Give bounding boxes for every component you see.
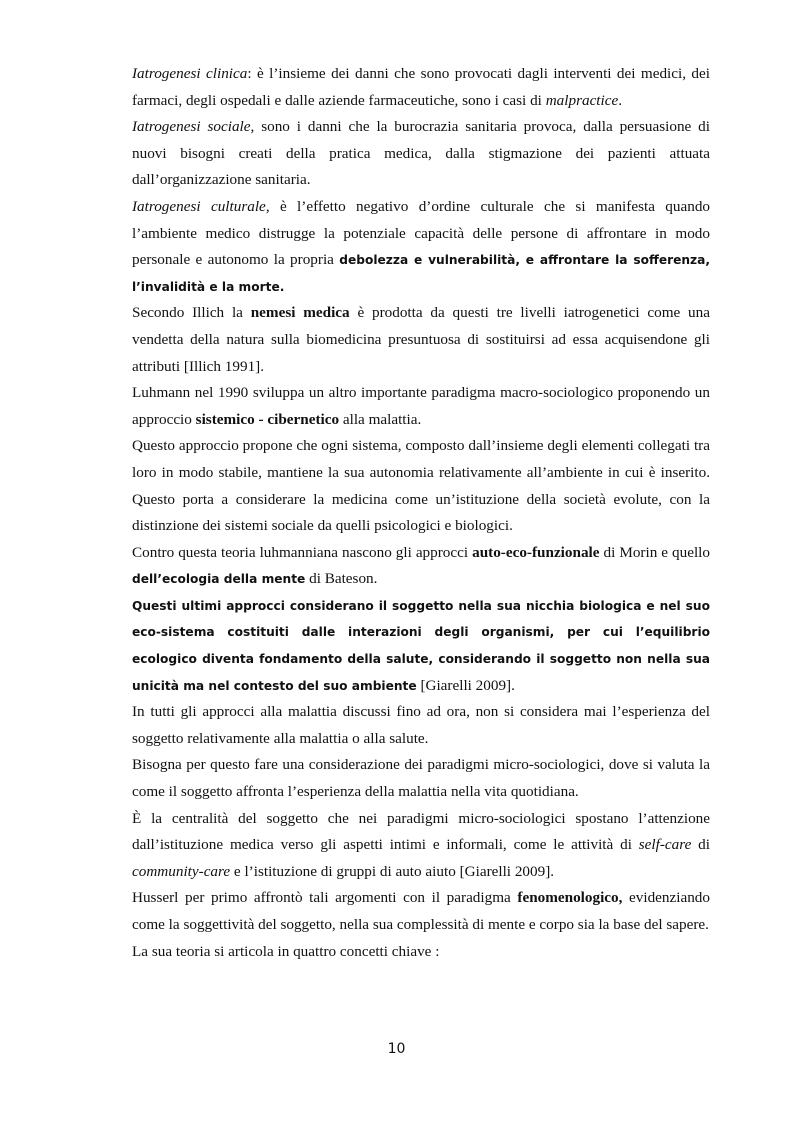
term-community-care: community-care (132, 862, 231, 880)
paragraph-iatrogenesi-clinica: Iatrogenesi clinica: è l’insieme dei danni che sono provocati dagli interventi dei medici, dei farmaci, degli ospedali e dalle aziende farmaceutiche, sono i casi di malpractice. (132, 65, 710, 109)
paragraph-morin-bateson: Contro questa teoria luhmanniana nascono gli approcci auto-eco-funzionale di Morin e quello dell’ecologia della mente di Bateson. (132, 543, 710, 588)
paragraph-husserl: Husserl per primo affrontò tali argomenti con il paradigma fenomenologico, evidenziando come la soggettività del soggetto, nella sua complessità di mente e corpo sia la base del sapere. (132, 889, 710, 933)
page-number: 10 (387, 1041, 406, 1057)
term-iatrogenesi-clinica: Iatrogenesi clinica (132, 65, 248, 82)
paragraph-micro-sociologici: Bisogna per questo fare una considerazione dei paradigmi micro-sociologici, dove si valuta la come il soggetto affronta l’esperienza della malattia nella vita quotidiana. (132, 756, 710, 801)
term-auto-eco-funzionale: auto-eco-funzionale (472, 543, 600, 561)
page-body (132, 61, 710, 965)
term-iatrogenesi-culturale: Iatrogenesi culturale (132, 197, 266, 215)
paragraph-concetti-chiave: La sua teoria si articola in quattro concetti chiave : (132, 942, 440, 960)
term-fenomenologico: fenomenologico, (517, 889, 623, 907)
term-iatrogenesi-sociale: Iatrogenesi sociale (132, 118, 251, 136)
paragraph-iatrogenesi-sociale: Iatrogenesi sociale, sono i danni che la burocrazia sanitaria provoca, dalla persuasione di nuovi bisogni creati della pratica medica, dalla stigmazione dei pazienti attuata dall’organizzazione sanitaria. (132, 118, 710, 189)
paragraph-ecologia: Questi ultimi approcci considerano il soggetto nella sua nicchia biologica e nel suo eco-sistema costituiti dalle interazioni degli organismi, per cui l’equilibrio ecologico diventa fondamento della salute, considerando il soggetto non nella sua unicità ma nel contesto del suo ambiente [Giarelli 2009]. (132, 598, 710, 694)
paragraph-luhmann: Luhmann nel 1990 sviluppa un altro importante paradigma macro-sociologico proponendo un approccio sistemico - cibernetico alla malattia. (132, 384, 710, 428)
term-sistemico-cibernetico: sistemico - cibernetico (195, 410, 340, 428)
term-ecologia-della-mente: dell’ecologia della mente (132, 572, 306, 587)
paragraph-esperienza-soggetto: In tutti gli approcci alla malattia discussi fino ad ora, non si considera mai l’esperienza del soggetto relativamente alla malattia o alla salute. (132, 703, 710, 747)
paragraph-approccio-sistemico: Questo approccio propone che ogni sistema, composto dall’insieme degli elementi collegati tra loro in modo stabile, mantiene la sua autonomia relativamente all’ambiente in cui è inserito. Questo porta a considerare la medicina come un’istituzione della società evolute, con la distinzione dei sistemi sociale da quelli psicologici e biologici. (132, 437, 710, 535)
paragraph-centralita-soggetto: È la centralità del soggetto che nei paradigmi micro-sociologici spostano l’attenzione dall’istituzione medica verso gli aspetti intimi e informali, come le attività di self-care di community-care e l’istituzione di gruppi di auto aiuto [Giarelli 2009]. (132, 809, 710, 880)
paragraph-iatrogenesi-culturale: Iatrogenesi culturale, è l’effetto negativo d’ordine culturale che si manifesta quando l’ambiente medico distrugge la potenziale capacità delle persone di affrontare in modo personale e autonomo la propria debolezza e vulnerabilità, e affrontare la sofferenza, l’invalidità e la morte. (132, 197, 711, 294)
term-nemesi-medica: nemesi medica (250, 304, 350, 322)
term-self-care: self-care (638, 836, 692, 854)
paragraph-nemesi-medica: Secondo Illich la nemesi medica è prodotta da questi tre livelli iatrogenetici come una vendetta della natura sulla biomedicina presuntuosa di sostituirsi ad essa acquisendone gli attributi [Illich 1991]. (132, 304, 710, 375)
